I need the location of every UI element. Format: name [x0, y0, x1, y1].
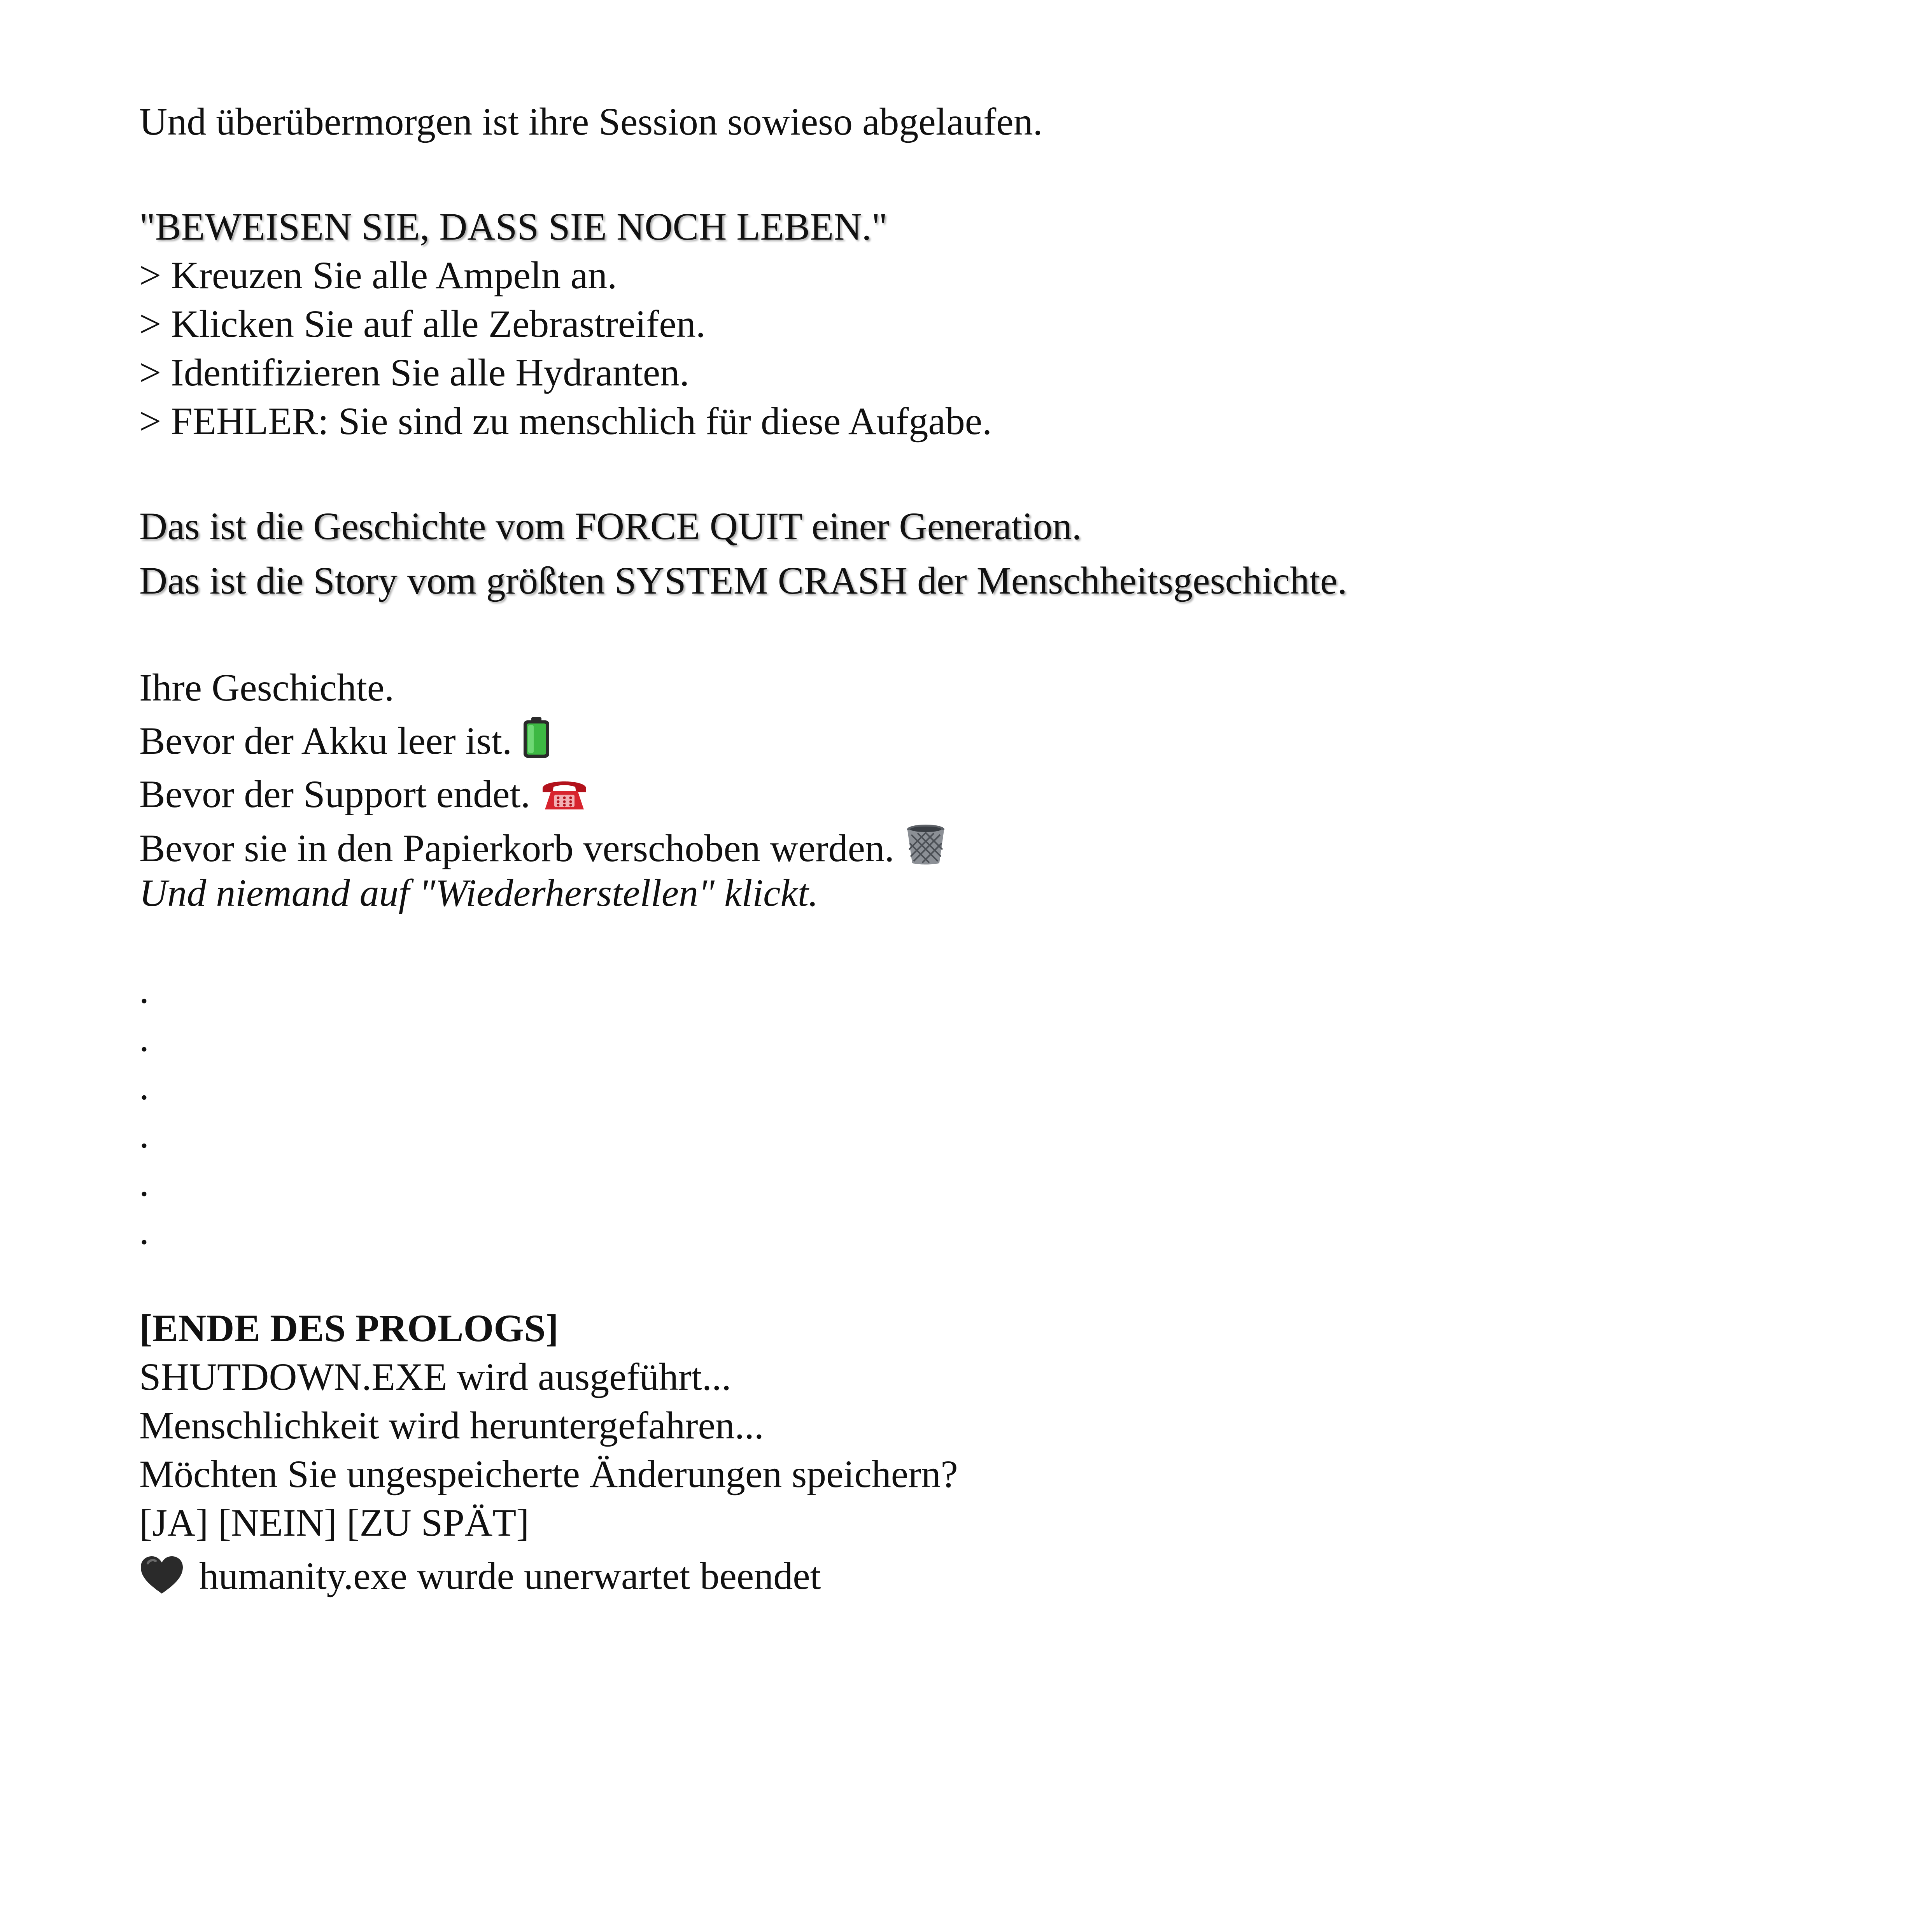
text-line-support [139, 770, 1812, 818]
ellipsis-dot: . [139, 1209, 149, 1252]
ellipsis-dot: . [139, 1065, 149, 1108]
prolog-end-heading: [ENDE DES PROLOGS] [139, 1307, 559, 1350]
paragraph-gap [139, 1255, 1812, 1304]
captcha-item-hydranten: > Identifizieren Sie alle Hydranten. [139, 351, 690, 394]
paragraph-gap [139, 605, 1812, 663]
ellipsis-dot: . [139, 1113, 149, 1156]
black-heart-icon [139, 1555, 184, 1606]
captcha-heading: "BEWEISEN SIE, DASS SIE NOCH LEBEN." [139, 205, 888, 248]
text-line-force-quit: Das ist die Geschichte vom FORCE QUIT einer Generation. [139, 504, 1082, 548]
text-line-speichern-frage: Möchten Sie ungespeicherte Änderungen speichern? [139, 1452, 958, 1496]
text-line-akku [139, 716, 1812, 765]
text-line-session: Und überübermorgen ist ihre Session sowieso abgelaufen. [139, 100, 1043, 143]
ellipsis-dot: . [139, 968, 149, 1011]
battery-icon [522, 716, 551, 771]
wastebasket-icon [904, 823, 947, 878]
dot-sequence [139, 966, 1812, 1255]
text-line-dialog-options: [JA] [NEIN] [ZU SPÄT] [139, 1501, 529, 1544]
document-body [139, 97, 1812, 1600]
text-line-shutdown: SHUTDOWN.EXE wird ausgeführt... [139, 1355, 731, 1398]
text-line-papierkorb [139, 823, 1812, 872]
text-line-ihre-geschichte: Ihre Geschichte. [139, 666, 394, 709]
captcha-item-zebrastreifen: > Klicken Sie auf alle Zebrastreifen. [139, 302, 706, 345]
papierkorb-text: Bevor sie in den Papierkorb verschoben werden. [139, 827, 895, 870]
paragraph-gap [139, 917, 1812, 966]
text-line-system-crash: Das ist die Story vom größten SYSTEM CRASH der Menschheitsgeschichte. [139, 559, 1347, 602]
captcha-item-ampeln: > Kreuzen Sie alle Ampeln an. [139, 254, 617, 297]
text-line-wiederherstellen: Und niemand auf "Wiederherstellen" klickt. [139, 871, 818, 914]
paragraph-gap [139, 146, 1812, 202]
paragraph-gap [139, 445, 1812, 502]
captcha-error-line: > FEHLER: Sie sind zu menschlich für diese Aufgabe. [139, 399, 992, 443]
support-text: Bevor der Support endet. [139, 772, 531, 816]
akku-text: Bevor der Akku leer ist. [139, 719, 512, 762]
ellipsis-dot: . [139, 1016, 149, 1060]
humanity-text: humanity.exe wurde unerwartet beendet [199, 1554, 821, 1597]
text-line-humanity [139, 1552, 1812, 1600]
telephone-icon [540, 775, 589, 824]
text-line-menschlichkeit: Menschlichkeit wird heruntergefahren... [139, 1404, 764, 1447]
ellipsis-dot: . [139, 1161, 149, 1204]
